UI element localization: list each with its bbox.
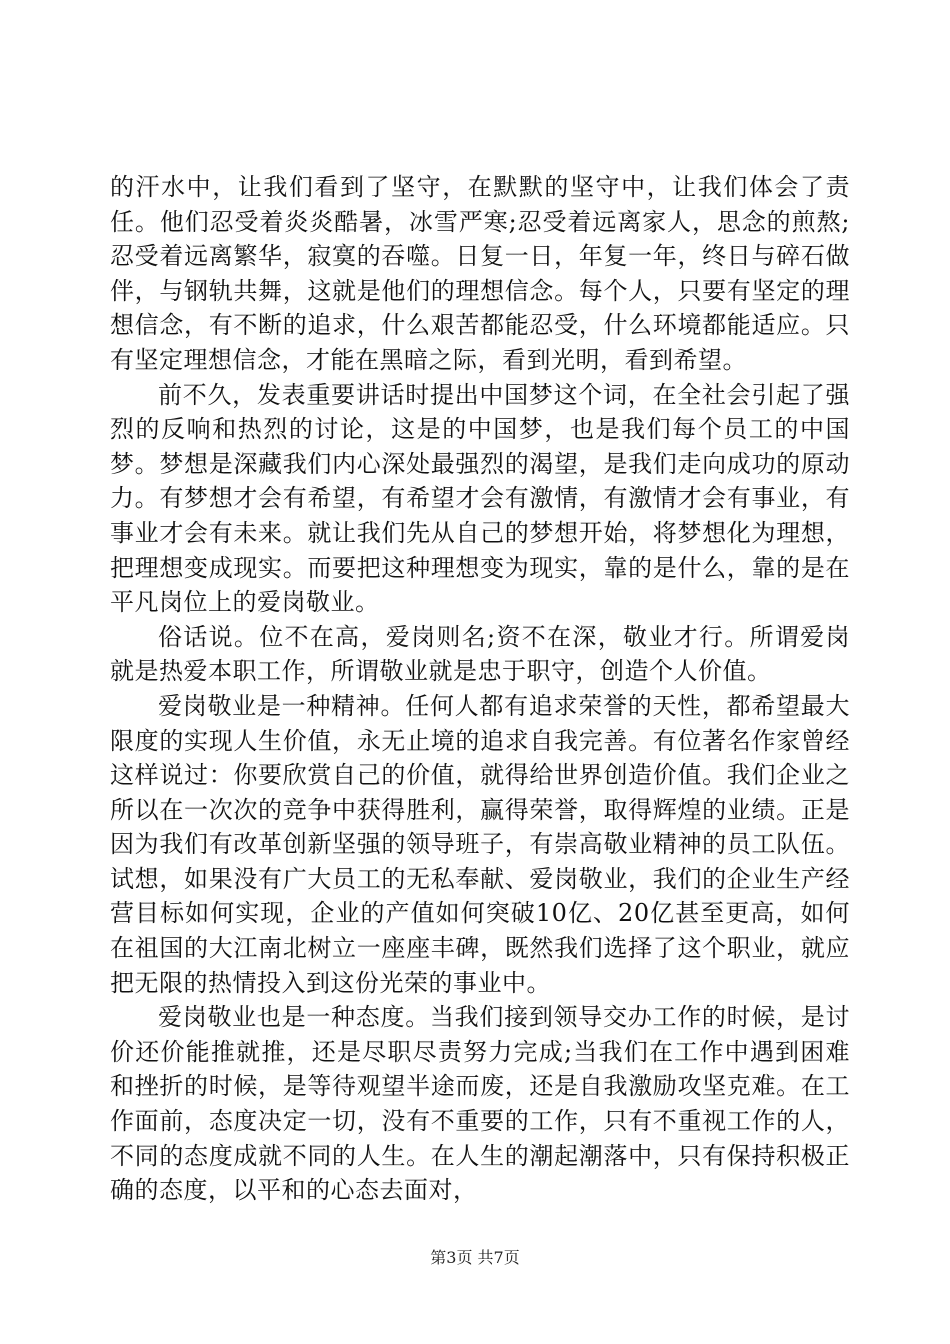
paragraph-4: 爱岗敬业是一种精神。任何人都有追求荣誉的天性，都希望最大限度的实现人生价值，永无止境的追求自我完善。有位著名作家曾经这样说过：你要欣赏自己的价值，就得给世界创造价值。我们企业之所以在一次次的竞争中获得胜利，赢得荣誉，取得辉煌的业绩。正是因为我们有改革创新坚强的领导班子，有崇高敬业精神的员工队伍。试想，如果没有广大员工的无私奉献、爱岗敬业，我们的企业生产经营目标如何实现，企业的产值如何突破10亿、20亿甚至更高，如何在祖国的大江南北树立一座座丰碑，既然我们选择了这个职业，就应把无限的热情投入到这份光荣的事业中。 [110, 691, 850, 997]
page-number-footer: 第3页 共7页 [430, 1248, 520, 1267]
paragraph-2: 前不久，发表重要讲话时提出中国梦这个词，在全社会引起了强烈的反响和热烈的讨论，这是的中国梦，也是我们每个员工的中国梦。梦想是深藏我们内心深处最强烈的渴望，是我们走向成功的原动力。有梦想才会有希望，有希望才会有激情，有激情才会有事业，有事业才会有未来。就让我们先从自己的梦想开始，将梦想化为理想，把理想变成现实。而要把这种理想变为现实，靠的是什么，靠的是在平凡岗位上的爱岗敬业。 [110, 380, 850, 617]
paragraph-1: 的汗水中，让我们看到了坚守，在默默的坚守中，让我们体会了责任。他们忍受着炎炎酷暑，冰雪严寒;忍受着远离家人，思念的煎熬;忍受着远离繁华，寂寞的吞噬。日复一日，年复一年，终日与碎石做伴，与钢轨共舞，这就是他们的理想信念。每个人，只要有坚定的理想信念，有不断的追求，什么艰苦都能忍受，什么环境都能适应。只有坚定理想信念，才能在黑暗之际，看到光明，看到希望。 [110, 173, 850, 374]
paragraph-5: 爱岗敬业也是一种态度。当我们接到领导交办工作的时候，是讨价还价能推就推，还是尽职尽责努力完成;当我们在工作中遇到困难和挫折的时候，是等待观望半途而废，还是自我激励攻坚克难。在工作面前，态度决定一切，没有不重要的工作，只有不重视工作的人，不同的态度成就不同的人生。在人生的潮起潮落中，只有保持积极正确的态度，以平和的心态去面对， [110, 1003, 850, 1205]
document-body [110, 170, 850, 1208]
paragraph-3: 俗话说。位不在高，爱岗则名;资不在深，敬业才行。所谓爱岗就是热爱本职工作，所谓敬业就是忠于职守，创造个人价值。 [110, 622, 850, 686]
